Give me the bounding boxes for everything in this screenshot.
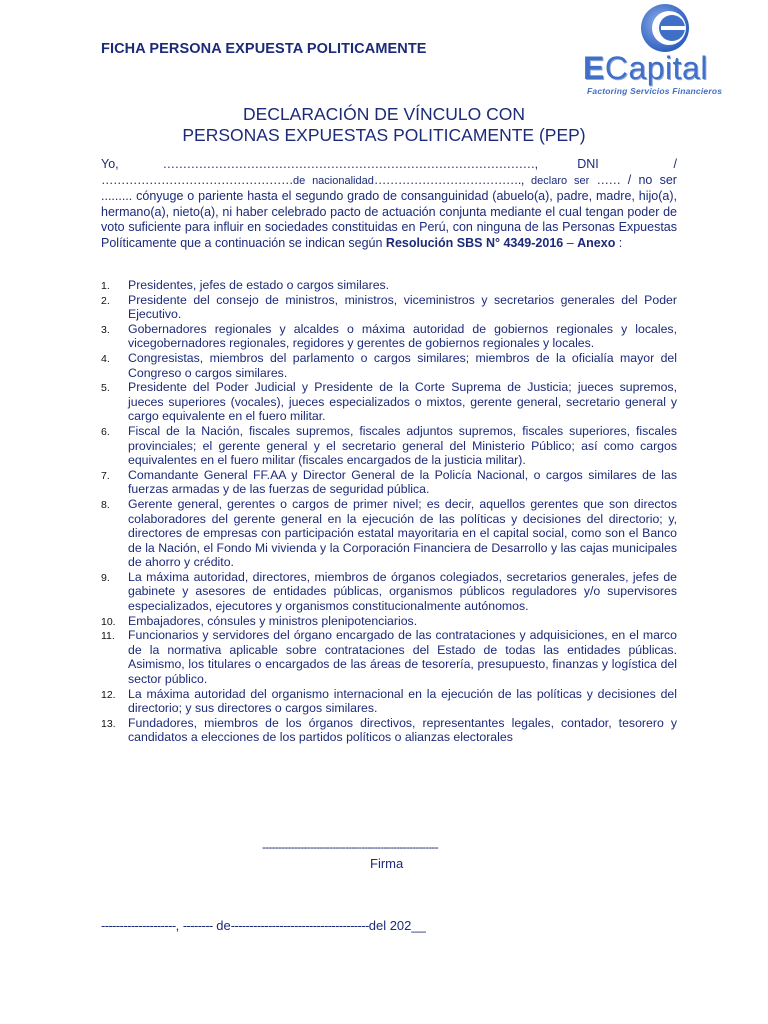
month-blank[interactable]: ------------------------------------- bbox=[230, 918, 369, 933]
list-item: 3. Gobernadores regionales y alcaldes o máxima autoridad de gobiernos regionales y locales, vicegobernadores regionales, regidores y gerentes de gobiernos regionales y locales. bbox=[101, 321, 677, 351]
annex-reference: Anexo bbox=[577, 235, 616, 250]
list-item: 4. Congresistas, miembros del parlamento o cargos similares; miembros de la oficialía mayor del Congreso o cargos similares. bbox=[101, 350, 677, 380]
list-item: 6. Fiscal de la Nación, fiscales supremos, fiscales adjuntos supremos, fiscales superiores, fiscales provinciales; el gerente general y el secretario general del Ministerio Público; así como cargos equivalentes en el fuero militar (fiscales encargados de la justicia militar). bbox=[101, 423, 677, 468]
slash-separator: / bbox=[673, 157, 677, 171]
resolution-reference: Resolución SBS N° 4349-2016 bbox=[385, 235, 564, 250]
list-item: 10. Embajadores, cónsules y ministros plenipotenciarios. bbox=[101, 613, 418, 628]
list-item: 12. La máxima autoridad del organismo internacional en la ejecución de las políticas y decisiones del directorio; y sus directores o cargos similares. bbox=[101, 686, 677, 716]
document-title bbox=[0, 104, 768, 146]
list-item: 9. La máxima autoridad, directores, miembros de órganos colegiados, secretarios generales, jefes de gabinete y asesores de entidades públicas, organismos públicos reguladores y/o supervisores especializados, ejecutores y organismos constitucionalmente autónomos. bbox=[101, 569, 677, 614]
document-title-line-2: PERSONAS EXPUESTAS POLITICAMENTE (PEP) bbox=[182, 125, 586, 145]
dash-separator: – bbox=[563, 235, 578, 250]
declaration-body: cónyuge o pariente hasta el segundo grado de consanguinidad (abuelo(a), padre, madre, hijo(a), hermano(a), nieto(a), ni haber celebrado pacto de actuación conjunta mediante el cual tengan poder de voto suficiente para influir en sociedades constituidas en Perú, con ninguna de las Personas Expuestas Políticamente que a continuación se indican según bbox=[101, 189, 677, 250]
no-ser-label: / no ser bbox=[620, 172, 677, 187]
ecapital-logo bbox=[583, 4, 753, 98]
ser-blank: …… bbox=[596, 172, 621, 187]
nationality-label: de nacionalidad bbox=[293, 174, 374, 187]
list-item: 7. Comandante General FF.AA y Director General de la Policía Nacional, o cargos similares de las fuerzas armadas y de las fuerzas de seguridad pública. bbox=[101, 467, 677, 497]
logo-wordmark: ECapital bbox=[583, 50, 708, 86]
place-blank[interactable]: -------------------- bbox=[101, 918, 176, 933]
pep-list bbox=[101, 278, 677, 745]
declaration-paragraph bbox=[101, 157, 677, 251]
dni-label: DNI bbox=[577, 157, 599, 171]
globe-icon bbox=[635, 4, 701, 54]
dni-blank: ………………………………………… bbox=[101, 172, 293, 187]
date-comma: , bbox=[175, 918, 183, 933]
no-ser-blank: ......... bbox=[101, 189, 137, 203]
de-label: de bbox=[212, 918, 231, 933]
signature-line[interactable]: ------------------------------------------------------- bbox=[262, 840, 438, 854]
colon: : bbox=[615, 235, 623, 250]
header-title: FICHA PERSONA EXPUESTA POLITICAMENTE bbox=[101, 41, 427, 57]
list-item: 13. Fundadores, miembros de los órganos directivos, representantes legales, contador, tesorero y candidatos a elecciones de los partidos políticos o alianzas electorales bbox=[101, 715, 677, 745]
day-blank[interactable]: -------- bbox=[182, 918, 213, 933]
declaro-label: declaro ser bbox=[531, 174, 590, 187]
nationality-blank: ………………………………., bbox=[373, 172, 524, 187]
signature-label: Firma bbox=[370, 856, 404, 871]
list-item: 2. Presidente del consejo de ministros, ministros, viceministros y secretarios generales del Poder Ejecutivo. bbox=[101, 292, 677, 322]
date-line bbox=[101, 918, 426, 933]
list-item: 11. Funcionarios y servidores del órgano encargado de las contrataciones y adquisiciones, en el marco de la normativa aplicable sobre contrataciones del Estado de todas las entidades públicas. Asimismo, los titulares o encargados de las áreas de tesorería, presupuesto, finanzas y logística del sector público. bbox=[101, 628, 677, 687]
year-label: del 202__ bbox=[368, 918, 426, 933]
yo-label: Yo, bbox=[101, 157, 119, 171]
list-item: 8. Gerente general, gerentes o cargos de primer nivel; es decir, aquellos gerentes que son directos colaboradores del gerente general en la ejecución de las políticas y decisiones del directorio; y, directores de empresas con participación estatal mayoritaria en el capital social, como son el Banco de la Nación, el Fondo Mi vivienda y la Corporación Financiera de Desarrollo y las cajas municipales de ahorro y crédito. bbox=[101, 496, 677, 570]
document-title-line-1: DECLARACIÓN DE VÍNCULO CON bbox=[243, 104, 525, 124]
list-item: 5. Presidente del Poder Judicial y Presidente de la Corte Suprema de Justicia; jueces supremos, jueces superiores (vocales), jueces especializados o mixtos, gerente general, secretario general y cargo equivalente en el fuero militar. bbox=[101, 380, 677, 424]
logo-tagline: Factoring Servicios Financieros bbox=[587, 86, 723, 96]
name-blank: …………………………………………………………………………………, bbox=[162, 157, 538, 171]
list-item: 1. Presidentes, jefes de estado o cargos similares. bbox=[101, 278, 390, 292]
